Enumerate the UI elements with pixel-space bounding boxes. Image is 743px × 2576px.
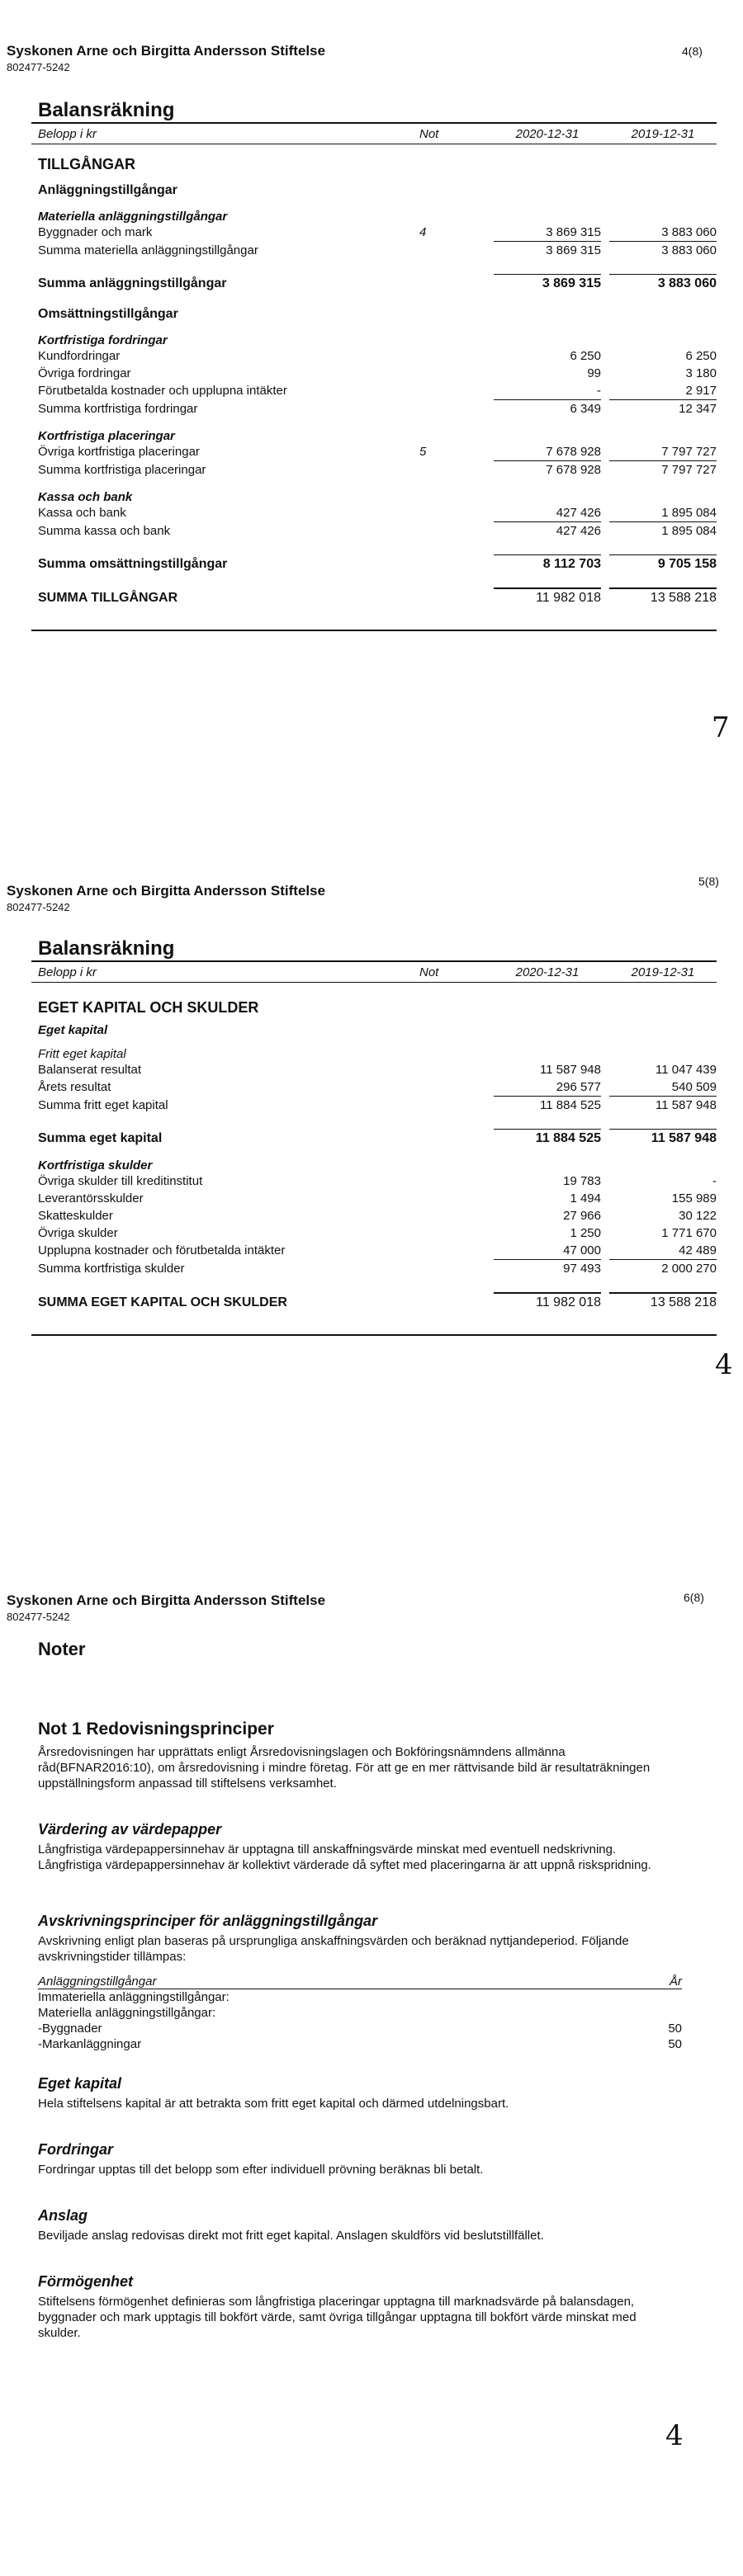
row-value-2019: 42 489 bbox=[679, 1243, 717, 1257]
subgroup-heading: Kortfristiga skulder bbox=[38, 1158, 153, 1172]
row-value-2020: 19 783 bbox=[563, 1174, 601, 1188]
row-value-2019: 1 895 084 bbox=[661, 506, 717, 520]
row-value-2019: 13 588 218 bbox=[609, 587, 717, 606]
row-label: Övriga fordringar bbox=[38, 366, 131, 380]
row-value-2020: 8 112 703 bbox=[494, 554, 601, 573]
page-number: 4(8) bbox=[682, 45, 703, 58]
dep-row-year: 50 bbox=[668, 2022, 682, 2036]
table-row bbox=[31, 1061, 717, 1078]
dep-row-year: 50 bbox=[668, 2037, 682, 2051]
row-value-2019: 7 797 727 bbox=[609, 460, 717, 479]
row-value-2020: 99 bbox=[587, 366, 601, 380]
table-row bbox=[31, 1259, 717, 1277]
table-row bbox=[31, 1207, 717, 1224]
row-value-2020: 6 250 bbox=[570, 349, 601, 363]
dep-row-year bbox=[632, 1989, 682, 2005]
row-label: SUMMA TILLGÅNGAR bbox=[38, 591, 178, 605]
table-row bbox=[38, 1989, 682, 2005]
handwritten-page-mark: 7 bbox=[712, 711, 730, 744]
subgroup-heading: Materiella anläggningstillgångar bbox=[38, 210, 228, 224]
table-row bbox=[31, 347, 717, 365]
row-label: Leverantörsskulder bbox=[38, 1191, 144, 1205]
row-value-2020: 11 884 525 bbox=[494, 1096, 601, 1114]
wealth-text: Stiftelsens förmögenhet definieras som långfristiga placeringar upptagna till marknadsvärde på balansdagen, byggnader och mark upptagis till bokfört värde, samt övriga tillgångar upptagna till bokfört värde minskat med skulder. bbox=[38, 2295, 637, 2340]
notes-title: Noter bbox=[38, 1639, 86, 1659]
table-row bbox=[31, 460, 717, 479]
col-note-label: Not bbox=[419, 965, 439, 979]
dep-row-label: -Byggnader bbox=[38, 2022, 102, 2036]
row-value-2019: 155 989 bbox=[671, 1191, 717, 1205]
row-value-2019: 11 047 439 bbox=[655, 1063, 717, 1077]
subgroup-heading: Kortfristiga fordringar bbox=[38, 333, 168, 347]
page-number: 5(8) bbox=[698, 875, 719, 888]
row-value-2020: 27 966 bbox=[563, 1209, 601, 1223]
col-year-2019: 2019-12-31 bbox=[631, 965, 695, 979]
sheet-title: Balansräkning bbox=[38, 937, 175, 960]
table-row bbox=[31, 399, 717, 418]
org-name: Syskonen Arne och Birgitta Andersson Stiftelse bbox=[7, 883, 326, 899]
row-value-2020: 11 587 948 bbox=[540, 1063, 601, 1077]
row-value-2020: 11 982 018 bbox=[494, 587, 601, 606]
table-row bbox=[31, 365, 717, 382]
balance-sheet-liabilities bbox=[31, 937, 717, 1336]
depreciation-table-header bbox=[38, 1974, 682, 1989]
row-value-2019: 30 122 bbox=[679, 1209, 717, 1223]
page-5 bbox=[0, 833, 743, 1543]
row-label: Summa kortfristiga skulder bbox=[38, 1262, 185, 1276]
dep-row-year bbox=[632, 2005, 682, 2021]
table-row bbox=[31, 1224, 717, 1242]
row-value-2020: 11 982 018 bbox=[494, 1292, 601, 1311]
col-year-2020: 2020-12-31 bbox=[515, 965, 580, 979]
sum-row bbox=[31, 274, 717, 292]
dep-row-label: -Markanläggningar bbox=[38, 2037, 142, 2051]
grants-text: Beviljade anslag redovisas direkt mot fritt eget kapital. Anslagen skuldförs vid beslutstillfället. bbox=[38, 2229, 544, 2243]
row-note: 5 bbox=[419, 445, 427, 459]
note-1-title: Not 1 Redovisningsprinciper bbox=[38, 1720, 274, 1739]
row-value-2019: - bbox=[712, 1174, 717, 1188]
dep-row-label: Materiella anläggningstillgångar: bbox=[38, 2006, 216, 2020]
row-value-2020: 427 426 bbox=[556, 506, 601, 520]
row-value-2020: 47 000 bbox=[563, 1243, 601, 1257]
row-value-2019: 6 250 bbox=[685, 349, 717, 363]
subgroup-heading: Fritt eget kapital bbox=[38, 1047, 126, 1061]
wealth-heading: Förmögenhet bbox=[38, 2273, 133, 2290]
end-rule bbox=[31, 630, 717, 631]
sheet-title: Balansräkning bbox=[38, 99, 175, 121]
dep-row-label: Immateriella anläggningstillgångar: bbox=[38, 1990, 230, 2004]
subgroup-heading: Kortfristiga placeringar bbox=[38, 429, 175, 443]
balance-sheet-assets bbox=[31, 99, 717, 631]
handwritten-page-mark: 4 bbox=[715, 1348, 733, 1381]
row-value-2019: 3 883 060 bbox=[609, 274, 717, 292]
receivables-text: Fordringar upptas till det belopp som efter individuell prövning beräknas bli betalt. bbox=[38, 2163, 484, 2177]
row-value-2020: 6 349 bbox=[494, 399, 601, 418]
table-row bbox=[31, 382, 717, 399]
row-value-2020: - bbox=[597, 384, 601, 398]
table-row bbox=[31, 1190, 717, 1207]
depreciation-heading: Avskrivningsprinciper för anläggningstillgångar bbox=[38, 1913, 378, 1929]
org-name: Syskonen Arne och Birgitta Andersson Stiftelse bbox=[7, 1592, 326, 1608]
row-label: Balanserat resultat bbox=[38, 1063, 142, 1077]
section-heading: TILLGÅNGAR bbox=[38, 156, 135, 172]
row-value-2020: 1 250 bbox=[570, 1226, 601, 1240]
row-value-2020: 1 494 bbox=[570, 1191, 601, 1205]
column-header bbox=[31, 960, 717, 983]
table-row bbox=[31, 241, 717, 259]
org-number: 802477-5242 bbox=[7, 901, 70, 913]
row-label: Summa materiella anläggningstillgångar bbox=[38, 243, 258, 257]
org-number: 802477-5242 bbox=[7, 1611, 70, 1623]
row-label: Förutbetalda kostnader och upplupna intäkter bbox=[38, 384, 287, 398]
row-value-2020: 3 869 315 bbox=[546, 225, 601, 239]
row-value-2020: 7 678 928 bbox=[546, 445, 601, 459]
row-value-2020: 3 869 315 bbox=[494, 241, 601, 259]
grants-heading: Anslag bbox=[38, 2207, 88, 2224]
row-label: Summa omsättningstillgångar bbox=[38, 557, 228, 571]
row-value-2019: 3 883 060 bbox=[661, 225, 717, 239]
row-label: Övriga kortfristiga placeringar bbox=[38, 445, 200, 459]
subgroup-heading: Kassa och bank bbox=[38, 490, 133, 504]
page-6 bbox=[0, 1543, 743, 2576]
row-label: Upplupna kostnader och förutbetalda intäkter bbox=[38, 1243, 286, 1257]
col-amount-label: Belopp i kr bbox=[38, 127, 97, 141]
row-label: Summa anläggningstillgångar bbox=[38, 276, 227, 290]
total-row bbox=[31, 1292, 717, 1311]
row-label: Övriga skulder till kreditinstitut bbox=[38, 1174, 203, 1188]
group-heading: Omsättningstillgångar bbox=[38, 307, 178, 321]
org-number: 802477-5242 bbox=[7, 61, 70, 73]
page-number: 6(8) bbox=[684, 1591, 704, 1604]
row-value-2020: 427 426 bbox=[494, 521, 601, 540]
row-value-2019: 11 587 948 bbox=[609, 1129, 717, 1147]
row-value-2019: 7 797 727 bbox=[661, 445, 717, 459]
note-1-text: Årsredovisningen har upprättats enligt Årsredovisningslagen och Bokföringsnämndens allmänna råd(BFNAR2016:10), om årsredovisning i mindre företag. För att ge en mer rättvisande bild är resultaträkningen uppställningsform anpassad till stiftelsens verksamhet. bbox=[38, 1745, 651, 1790]
row-value-2019: 3 883 060 bbox=[609, 241, 717, 259]
row-note: 4 bbox=[419, 225, 427, 239]
row-value-2019: 1 771 670 bbox=[661, 1226, 717, 1240]
row-value-2019: 9 705 158 bbox=[609, 554, 717, 573]
col-amount-label: Belopp i kr bbox=[38, 965, 97, 979]
row-value-2019: 13 588 218 bbox=[609, 1292, 717, 1311]
equity-heading: Eget kapital bbox=[38, 2075, 122, 2092]
row-label: Övriga skulder bbox=[38, 1226, 118, 1240]
column-header bbox=[31, 122, 717, 144]
end-rule bbox=[31, 1334, 717, 1336]
dep-col-year: År bbox=[670, 1974, 682, 1989]
row-value-2019: 540 509 bbox=[671, 1080, 717, 1094]
receivables-heading: Fordringar bbox=[38, 2141, 114, 2158]
row-value-2019: 12 347 bbox=[609, 399, 717, 418]
row-label: Skatteskulder bbox=[38, 1209, 113, 1223]
row-label: Kassa och bank bbox=[38, 506, 126, 520]
row-label: Byggnader och mark bbox=[38, 225, 153, 239]
page-4 bbox=[0, 0, 743, 833]
row-label: Årets resultat bbox=[38, 1080, 111, 1094]
row-value-2020: 7 678 928 bbox=[494, 460, 601, 479]
valuation-text: Långfristiga värdepappersinnehav är upptagna till anskaffningsvärde minskat med eventuell nedskrivning. Långfristiga värdepappersinnehav är kollektivt värderade då syftet med placeringarna är att uppnå riskspridning. bbox=[38, 1842, 651, 1872]
total-row bbox=[31, 587, 717, 606]
table-row bbox=[31, 1242, 717, 1259]
table-row bbox=[38, 2021, 682, 2036]
sum-row bbox=[31, 1129, 717, 1147]
col-note-label: Not bbox=[419, 127, 439, 141]
row-label: Summa eget kapital bbox=[38, 1131, 163, 1145]
table-row bbox=[31, 443, 717, 460]
table-row bbox=[31, 1096, 717, 1114]
sum-row bbox=[31, 554, 717, 573]
col-year-2020: 2020-12-31 bbox=[515, 127, 580, 141]
section-heading: EGET KAPITAL OCH SKULDER bbox=[38, 999, 259, 1016]
group-heading: Anläggningstillgångar bbox=[38, 183, 177, 197]
row-label: Kundfordringar bbox=[38, 349, 121, 363]
valuation-heading: Värdering av värdepapper bbox=[38, 1821, 222, 1838]
col-year-2019: 2019-12-31 bbox=[631, 127, 695, 141]
row-value-2020: 296 577 bbox=[556, 1080, 601, 1094]
row-label: SUMMA EGET KAPITAL OCH SKULDER bbox=[38, 1295, 287, 1309]
row-value-2019: 2 000 270 bbox=[609, 1259, 717, 1277]
table-row bbox=[31, 1172, 717, 1190]
row-value-2019: 1 895 084 bbox=[609, 521, 717, 540]
row-value-2019: 3 180 bbox=[685, 366, 717, 380]
row-label: Summa kortfristiga placeringar bbox=[38, 463, 206, 477]
table-row bbox=[31, 521, 717, 540]
subgroup-heading: Eget kapital bbox=[38, 1023, 108, 1037]
row-label: Summa kassa och bank bbox=[38, 524, 171, 538]
table-row bbox=[38, 2005, 682, 2021]
dep-col-label: Anläggningstillgångar bbox=[38, 1974, 157, 1989]
row-value-2020: 11 884 525 bbox=[494, 1129, 601, 1147]
row-value-2019: 2 917 bbox=[685, 384, 717, 398]
row-value-2019: 11 587 948 bbox=[609, 1096, 717, 1114]
table-row bbox=[31, 224, 717, 241]
table-row bbox=[38, 2036, 682, 2052]
row-label: Summa fritt eget kapital bbox=[38, 1098, 168, 1112]
notes-section bbox=[38, 1639, 682, 2341]
table-row bbox=[31, 504, 717, 521]
row-value-2020: 97 493 bbox=[494, 1259, 601, 1277]
handwritten-page-mark: 4 bbox=[665, 2419, 684, 2452]
row-label: Summa kortfristiga fordringar bbox=[38, 402, 198, 416]
depreciation-text: Avskrivning enligt plan baseras på ursprungliga anskaffningsvärden och beräknad nyttjandeperiod. Följande avskrivningstider tillämpas: bbox=[38, 1934, 629, 1964]
org-name: Syskonen Arne och Birgitta Andersson Stiftelse bbox=[7, 43, 326, 59]
equity-text: Hela stiftelsens kapital är att betrakta som fritt eget kapital och därmed utdelningsbart. bbox=[38, 2097, 509, 2111]
row-value-2020: 3 869 315 bbox=[494, 274, 601, 292]
table-row bbox=[31, 1078, 717, 1096]
